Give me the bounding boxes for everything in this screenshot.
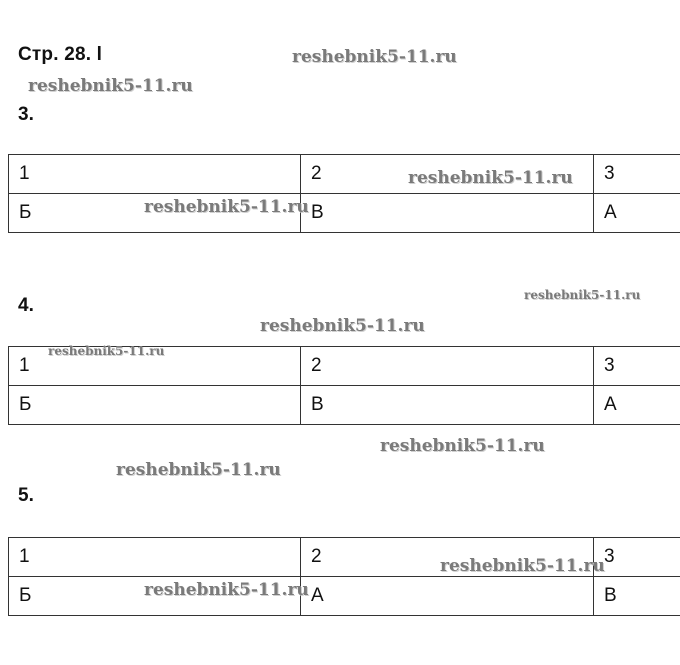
table-header-cell: 3: [594, 155, 680, 194]
table-answer-cell: В: [301, 194, 594, 233]
table-header-cell: 1: [9, 347, 301, 386]
table-header-cell: 3: [594, 347, 680, 386]
watermark: reshebnik5-11.ru: [48, 344, 165, 358]
table-answer-cell: А: [594, 386, 680, 425]
table-answer-cell: Б: [9, 386, 301, 425]
watermark: reshebnik5-11.ru: [408, 168, 573, 188]
table-answer-cell: А: [594, 194, 680, 233]
watermark: reshebnik5-11.ru: [116, 460, 281, 480]
table-answer-row: [9, 386, 680, 425]
answer-table-task-5: [8, 537, 680, 616]
watermark: reshebnik5-11.ru: [144, 580, 309, 600]
table-answer-cell: Б: [9, 577, 301, 616]
table-header-row: [9, 155, 680, 194]
table-answer-cell: В: [301, 386, 594, 425]
watermark: reshebnik5-11.ru: [380, 436, 545, 456]
table-answer-cell: А: [301, 577, 594, 616]
page-title: Стр. 28. l: [18, 44, 103, 65]
table-answer-row: [9, 577, 680, 616]
table-answer-cell: Б: [9, 194, 301, 233]
watermark: reshebnik5-11.ru: [28, 76, 193, 96]
watermark: reshebnik5-11.ru: [260, 316, 425, 336]
watermark: reshebnik5-11.ru: [524, 288, 641, 302]
table-header-cell: 2: [301, 538, 594, 577]
answer-table-task-3: [8, 154, 680, 233]
table-answer-cell: В: [594, 577, 680, 616]
table-header-cell: 1: [9, 155, 301, 194]
task-number-4: 4.: [18, 295, 34, 316]
task-number-3: 3.: [18, 104, 34, 125]
watermark: reshebnik5-11.ru: [292, 47, 457, 67]
table-header-cell: 2: [301, 347, 594, 386]
table-answer-row: [9, 194, 680, 233]
task-number-5: 5.: [18, 485, 34, 506]
table-header-cell: 3: [594, 538, 680, 577]
watermark: reshebnik5-11.ru: [440, 556, 605, 576]
watermark: reshebnik5-11.ru: [144, 197, 309, 217]
table-header-cell: 1: [9, 538, 301, 577]
table-header-cell: 2: [301, 155, 594, 194]
